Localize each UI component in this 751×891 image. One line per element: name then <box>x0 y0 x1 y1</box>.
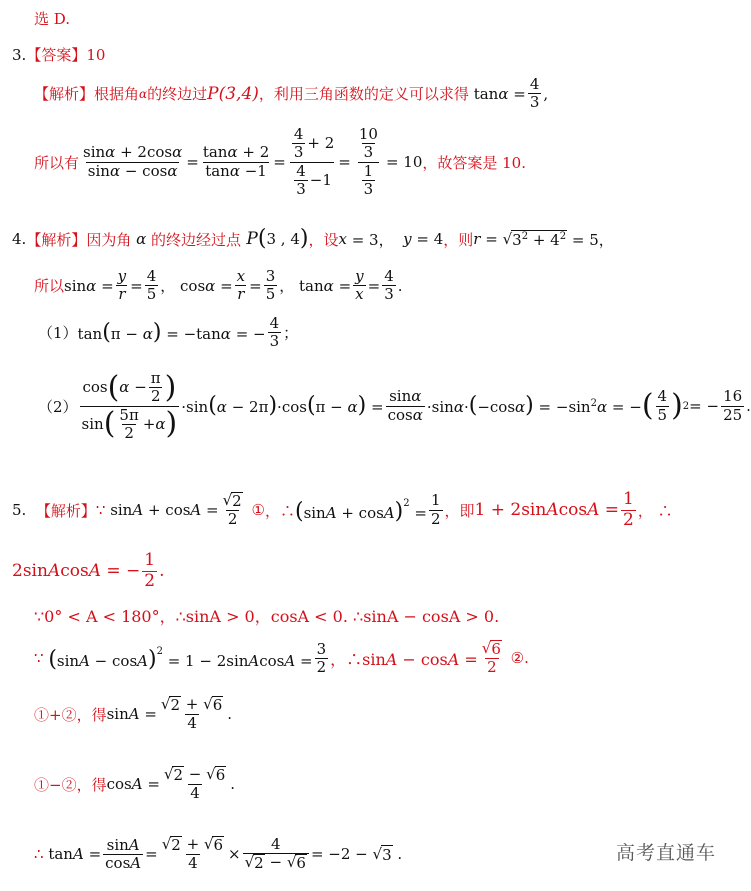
q5-condition-line: ∵0° < A < 180°，∴sinA > 0，cosA < 0. ∴sinA − cosA > 0. <box>34 607 500 626</box>
q3-number: 3. <box>12 45 27 64</box>
q5-diff-line: ①−②，得 cosA = √ 2 − √ 6 4 . <box>34 765 236 803</box>
q4-part2: （2） cos ( α − $\frac{\pi}{2}$ ) sin ( $\frac{5\pi}{2}$ + α ) ·sin(α − 2π)·cos(π − α) = $\frac{\sin\alpha}{\cos\alpha}$ $\cdot\sin\alpha\cdot(-\cos\alpha) = -\sin^2\alpha$ = − ( $\frac{4}{5}$ ) 2 = − $\frac{16}{25}$ . <box>38 369 751 442</box>
q4-line1: 4. 【解析】 因为角 α 的终边经过点 P ( 3 , 4 ) ，设 x = 3， y = 4 ，则 r = √ $3^2 + 4^2$ = 5， <box>12 226 614 251</box>
q5-line2: 2sinAcosA = − $\frac{1}{2}$ . <box>12 550 165 591</box>
q5-analysis-tag: 【解析】 <box>35 501 96 520</box>
q4-analysis-tag: 【解析】 <box>26 230 87 249</box>
q5-number: 5. <box>12 501 27 520</box>
answer-line-d: 选 D. <box>34 10 71 28</box>
q3-answer-line <box>12 44 105 65</box>
q5-sum-line: ①+②，得 sinA = √ 2 + √ 6 4 . <box>34 695 233 733</box>
q5-tan-line: ∴ tanA = $\frac{\sin A}{\cos A}$ = √ 2 + √ 6 4 × 4 √ 2 − √ 6 = −2 − √ 3 . <box>34 835 403 873</box>
q3-answer-tag: 【答案】 <box>26 46 87 64</box>
q3-analysis-tag: 【解析】 <box>34 85 95 104</box>
q4-number: 4. <box>12 230 27 248</box>
q3-analysis-line2: 所以有 $\frac{\sin\alpha + 2\cos\alpha}{\sin\alpha - \cos\alpha}$ = $\frac{\tan\alpha + 2}{\tan\alpha -1}$ = $\frac{4}{3}$ + 2 $\frac{4}{3}$ −1 = $\frac{\frac{10}{3}}{\frac{1}{3}}$ = 10 ，故答案是 10. <box>34 125 526 198</box>
q4-line2: 所以 sinα = $\frac{y}{r}$ = $\frac{4}{5}$ ， cosα = $\frac{x}{r}$ = $\frac{3}{5}$ ， tanα = $\frac{y}{x}$ = $\frac{4}{3}$ . <box>34 267 403 304</box>
q5-line1: 5. 【解析】 ∵ sinA + cosA = √ 2 2 ① ，∴ $(\sin A + \cos A)^2$ = $\frac{1}{2}$ ，即 1 + 2sinAcosA = $\frac{1}{2}$ ， ∴ <box>12 489 673 530</box>
q3-analysis-line1: 【解析】 根据角 α 的终边过 P(3,4) ，利用三角函数的定义可以求得 tanα = $\frac{4}{3}$ , <box>34 75 549 112</box>
watermark: 高考直通车 <box>615 842 716 864</box>
q5-line4: ∵ $(\sin A - \cos A)^2 = 1$ − 2sinAcosA = $\frac{3}{2}$ ，∴sinA − cosA = √ 6 2 ② . <box>34 639 529 677</box>
q3-answer-value: 10 <box>86 45 106 64</box>
q4-part1: （1） tan(π − α) = −tanα = − $\frac{4}{3}$ ； <box>38 314 299 351</box>
